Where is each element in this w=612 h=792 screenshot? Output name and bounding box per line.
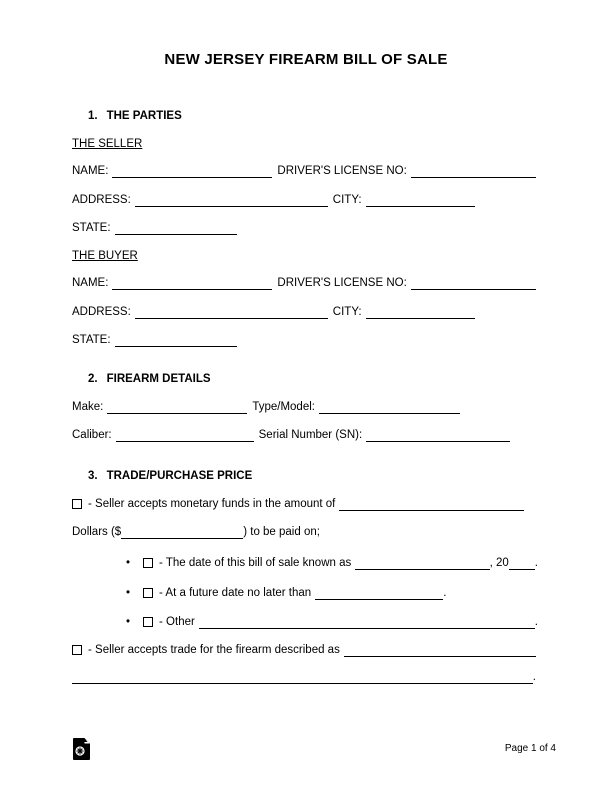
seller-name-label: NAME: xyxy=(72,165,109,177)
seller-city-label: CITY: xyxy=(332,194,362,206)
firearm-make-row xyxy=(72,400,460,414)
section-heading-firearm xyxy=(88,372,211,386)
future-date-checkbox[interactable] xyxy=(143,588,153,598)
trade-description-period: . xyxy=(532,671,536,683)
trade-option-row xyxy=(72,643,536,657)
dollars-prefix-label: Dollars ($ xyxy=(72,526,122,538)
buyer-state-row xyxy=(72,333,237,347)
section-heading-price xyxy=(88,469,252,483)
buyer-subheading-label: THE BUYER xyxy=(72,250,138,262)
seller-license-label: DRIVER'S LICENSE NO: xyxy=(277,165,407,177)
seller-state-label: STATE: xyxy=(72,222,111,234)
seller-address-field[interactable] xyxy=(135,196,328,207)
firearm-type-label: Type/Model: xyxy=(252,401,315,413)
firearm-make-field[interactable] xyxy=(107,403,247,414)
other-date-field[interactable] xyxy=(199,618,535,629)
monetary-funds-row xyxy=(72,497,524,511)
sale-date-period: . xyxy=(534,557,538,569)
firearm-serial-field[interactable] xyxy=(366,431,510,442)
seller-subheading-label: THE SELLER xyxy=(72,138,143,150)
buyer-state-field[interactable] xyxy=(115,336,237,347)
buyer-city-field[interactable] xyxy=(366,308,475,319)
seller-address-label: ADDRESS: xyxy=(72,194,131,206)
future-date-period: . xyxy=(443,587,447,599)
dollars-row xyxy=(72,525,320,539)
buyer-name-field[interactable] xyxy=(112,279,272,290)
section-heading-parties xyxy=(88,109,182,123)
sale-date-year-prefix: , 20 xyxy=(489,557,509,569)
seller-state-field[interactable] xyxy=(115,224,237,235)
monetary-funds-checkbox[interactable] xyxy=(72,499,82,509)
amount-words-field[interactable] xyxy=(339,500,524,511)
firearm-caliber-label: Caliber: xyxy=(72,429,112,441)
page-number-label: Page 1 of 4 xyxy=(504,743,556,754)
monetary-funds-label: - Seller accepts monetary funds in the amount of xyxy=(88,498,336,510)
other-date-option-row xyxy=(126,615,538,629)
buyer-address-label: ADDRESS: xyxy=(72,306,131,318)
section-number: 3. xyxy=(88,470,98,482)
firearm-make-label: Make: xyxy=(72,401,104,413)
buyer-city-label: CITY: xyxy=(332,306,362,318)
firearm-serial-label: Serial Number (SN): xyxy=(258,429,363,441)
seller-city-field[interactable] xyxy=(366,196,475,207)
buyer-name-row xyxy=(72,276,536,290)
buyer-license-field[interactable] xyxy=(411,279,536,290)
other-date-label: - Other xyxy=(159,616,195,628)
bullet-marker: • xyxy=(126,616,131,628)
firearm-caliber-field[interactable] xyxy=(116,431,254,442)
sale-date-checkbox[interactable] xyxy=(143,558,153,568)
sale-date-label: - The date of this bill of sale known as xyxy=(159,557,352,569)
document-title: NEW JERSEY FIREARM BILL OF SALE xyxy=(164,51,448,68)
seller-name-row xyxy=(72,164,536,178)
section-number: 2. xyxy=(88,373,98,385)
other-date-checkbox[interactable] xyxy=(143,617,153,627)
seller-state-row xyxy=(72,221,237,235)
buyer-address-field[interactable] xyxy=(135,308,328,319)
future-date-label: - At a future date no later than xyxy=(159,587,312,599)
sale-year-field[interactable] xyxy=(509,559,535,570)
sale-date-option-row xyxy=(126,556,538,570)
amount-numeric-field[interactable] xyxy=(121,528,243,539)
trade-description-continuation-row xyxy=(72,670,536,684)
firearm-caliber-row xyxy=(72,428,510,442)
buyer-address-row xyxy=(72,305,475,319)
seller-name-field[interactable] xyxy=(112,167,272,178)
section-label: THE PARTIES xyxy=(106,110,182,122)
other-date-period: . xyxy=(534,616,538,628)
trade-description-cont-field[interactable] xyxy=(72,673,533,684)
bullet-marker: • xyxy=(126,587,131,599)
sale-date-field[interactable] xyxy=(355,559,489,570)
trade-description-field[interactable] xyxy=(344,646,536,657)
buyer-state-label: STATE: xyxy=(72,334,111,346)
future-date-option-row xyxy=(126,586,446,600)
future-date-field[interactable] xyxy=(315,589,443,600)
buyer-name-label: NAME: xyxy=(72,277,109,289)
section-label: TRADE/PURCHASE PRICE xyxy=(106,470,253,482)
eforms-document-icon xyxy=(73,738,90,760)
trade-checkbox[interactable] xyxy=(72,645,82,655)
trade-option-label: - Seller accepts trade for the firearm described as xyxy=(88,644,340,656)
seller-license-field[interactable] xyxy=(411,167,536,178)
seller-subheading xyxy=(72,137,142,151)
section-label: FIREARM DETAILS xyxy=(106,373,211,385)
section-number: 1. xyxy=(88,110,98,122)
buyer-license-label: DRIVER'S LICENSE NO: xyxy=(277,277,407,289)
buyer-subheading xyxy=(72,249,138,263)
bullet-marker: • xyxy=(126,557,131,569)
dollars-suffix-label: ) to be paid on; xyxy=(243,526,320,538)
seller-address-row xyxy=(72,193,475,207)
firearm-type-model-field[interactable] xyxy=(319,403,460,414)
